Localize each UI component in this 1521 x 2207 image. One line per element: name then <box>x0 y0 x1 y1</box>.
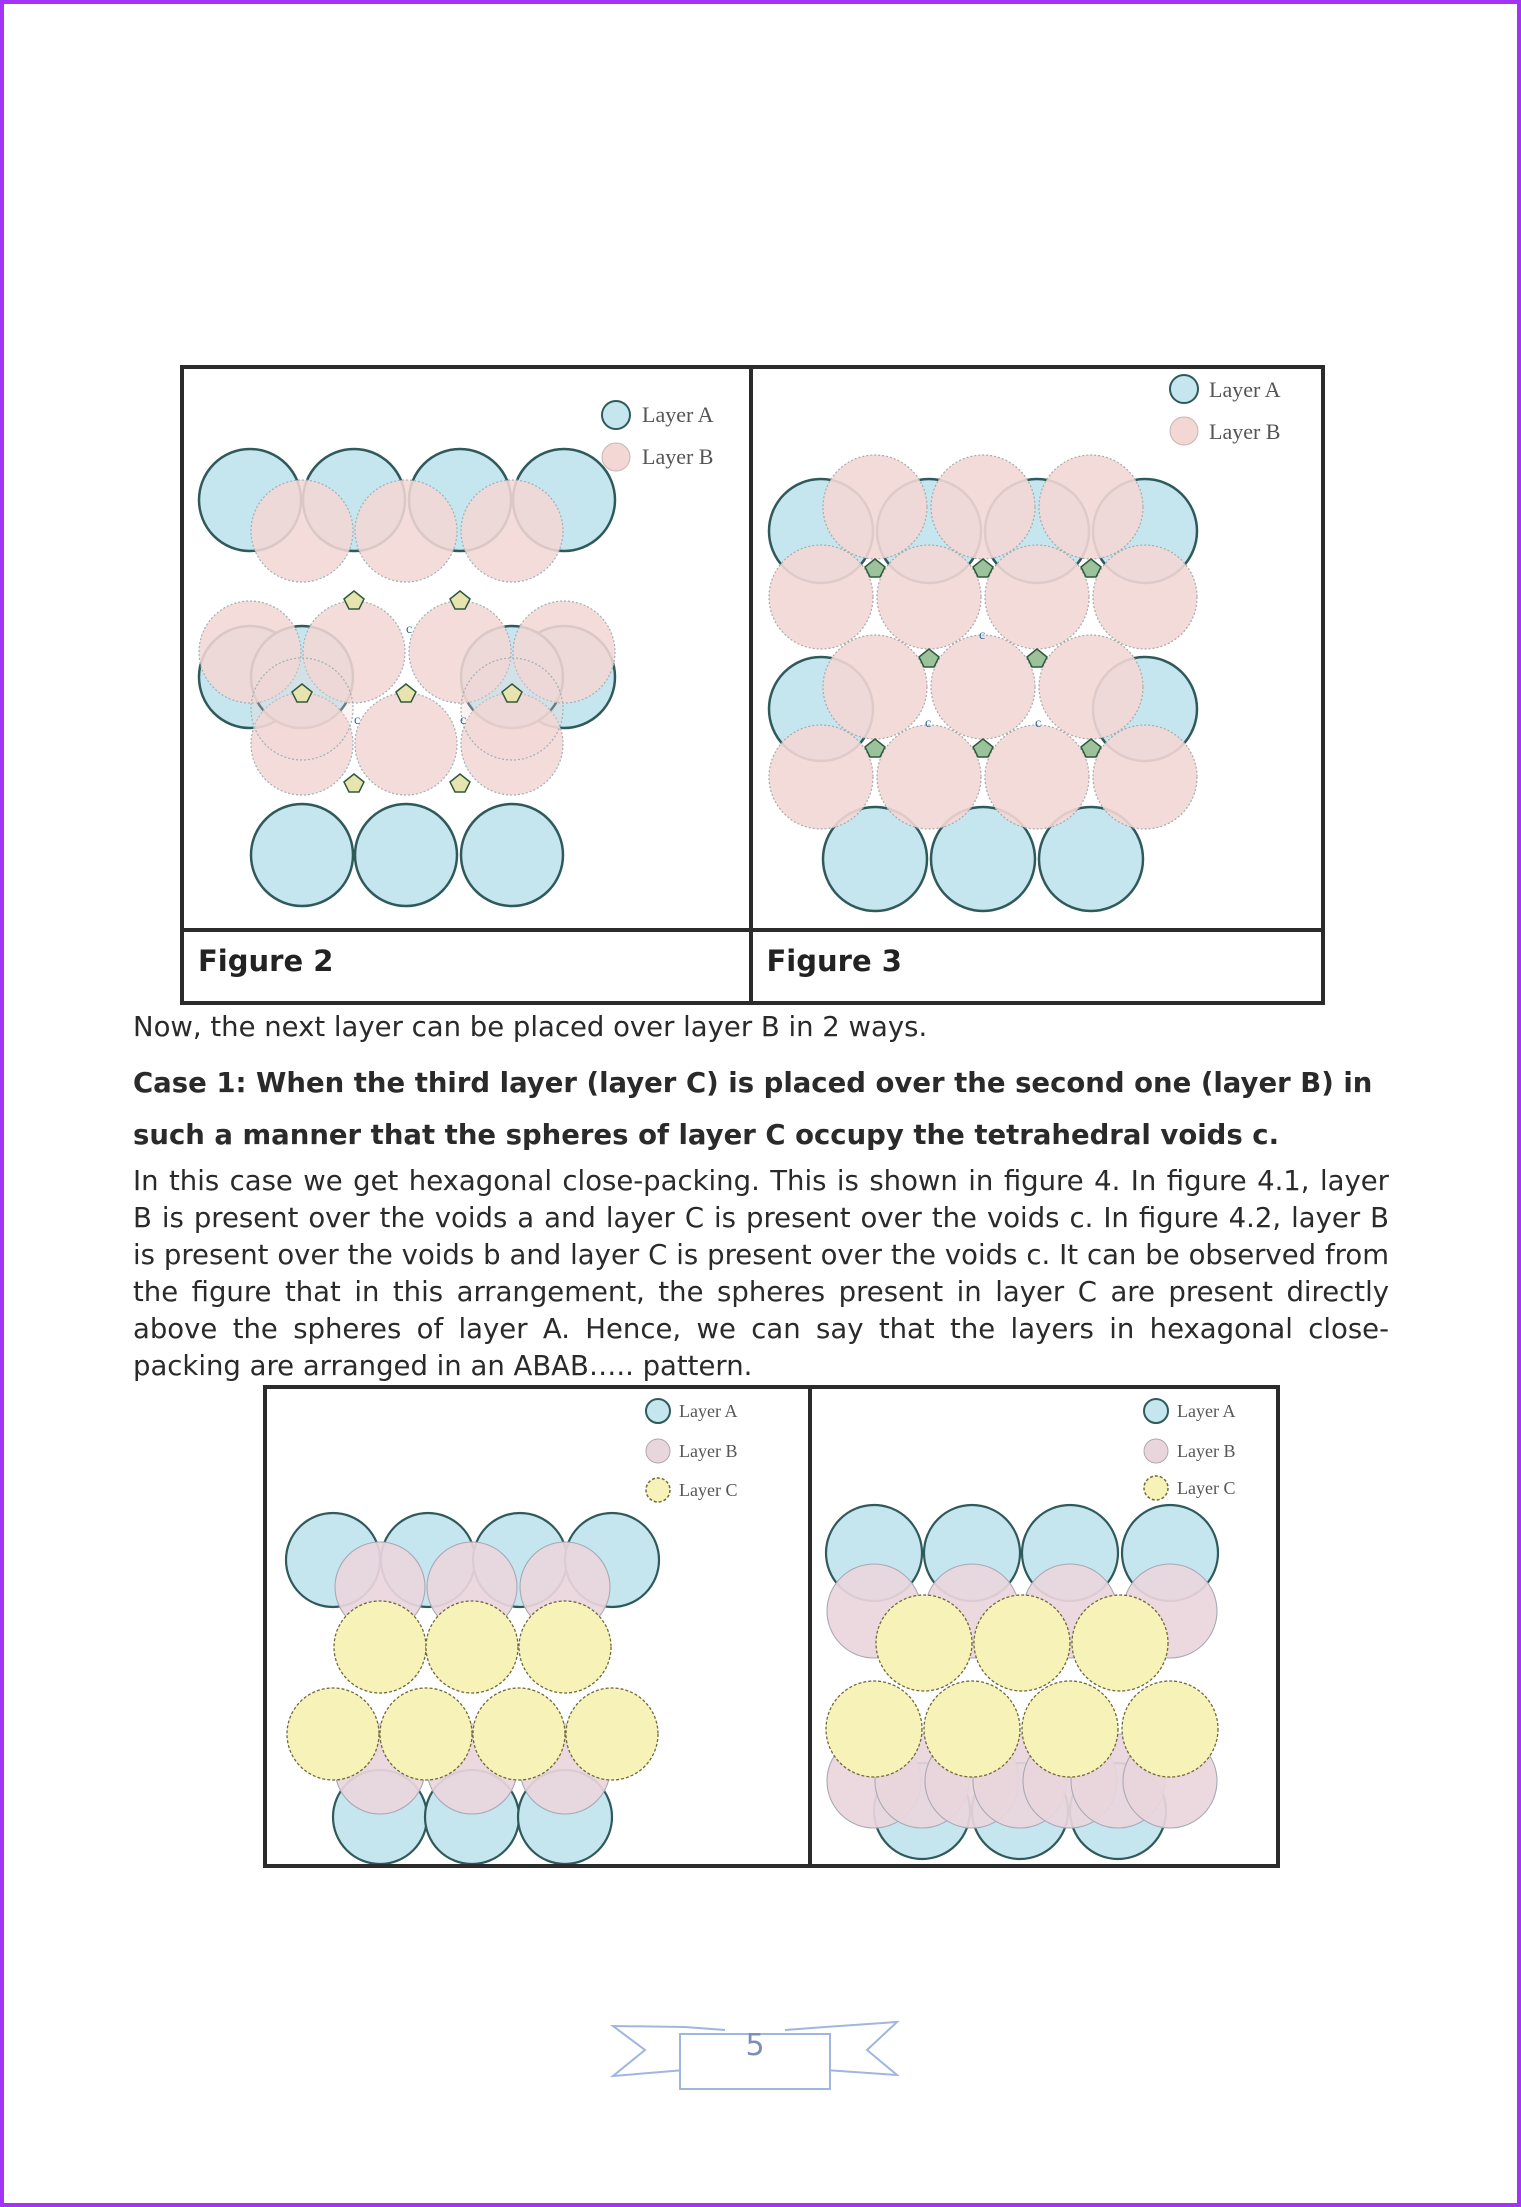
svg-text:c: c <box>406 622 413 637</box>
svg-text:c: c <box>354 713 361 728</box>
svg-text:Layer B: Layer B <box>1208 419 1280 444</box>
svg-text:Layer B: Layer B <box>1177 1441 1236 1461</box>
intro-paragraph: Now, the next layer can be placed over layer B in 2 ways. <box>133 1011 928 1043</box>
figure-3-image <box>753 369 1322 932</box>
figure-3-caption: Figure 3 <box>766 944 902 978</box>
figure-2-legend <box>602 401 714 471</box>
figure-2-caption: Figure 2 <box>184 932 753 1001</box>
svg-text:Layer C: Layer C <box>1177 1478 1236 1498</box>
svg-text:Layer A: Layer A <box>1208 377 1280 402</box>
svg-text:c: c <box>460 713 467 728</box>
svg-text:Layer A: Layer A <box>679 1401 738 1421</box>
figure-4-1-image <box>267 1389 812 1864</box>
figure-3-legend <box>1170 375 1281 445</box>
figure-4 <box>263 1385 1280 1868</box>
figure-table-2-3 <box>180 365 1325 1005</box>
figure-2-image <box>184 369 753 932</box>
figure-4-2-image <box>812 1389 1276 1864</box>
svg-text:Layer B: Layer B <box>679 1441 738 1461</box>
svg-text:c: c <box>978 628 985 643</box>
page-number: 5 <box>745 2028 765 2063</box>
figure-4-2-legend <box>1144 1399 1235 1500</box>
svg-text:c: c <box>1034 716 1041 731</box>
svg-text:Layer A: Layer A <box>1177 1401 1236 1421</box>
svg-text:Layer B: Layer B <box>642 444 714 469</box>
figure-4-2-diagram <box>812 1389 1276 1864</box>
svg-text:Layer C: Layer C <box>679 1480 738 1500</box>
case1-paragraph: In this case we get hexagonal close-packing. This is shown in figure 4. In figure 4.1, layer B is present over the voids a and layer C is present over the voids c. In figure 4.2, layer B is present over the voids b and layer C is present over the voids c. It can be observed from the figure that in this arrangement, the spheres present in layer C are present directly above the spheres of layer A. Hence, we can say that the layers in hexagonal close-packing are arranged in an ABAB….. pattern. <box>133 1165 1389 1382</box>
svg-text:Layer A: Layer A <box>642 402 714 427</box>
figure-4-1-diagram <box>267 1389 808 1864</box>
figure-4-1-legend <box>646 1399 737 1502</box>
figure-3-diagram <box>753 369 1313 928</box>
figure-2-diagram <box>184 369 741 928</box>
page-number-ribbon <box>605 2010 905 2090</box>
case1-heading: Case 1: When the third layer (layer C) is placed over the second one (layer B) in such a manner that the spheres of layer C occupy the tetrahedral voids c. <box>133 1067 1373 1151</box>
svg-text:c: c <box>924 716 931 731</box>
